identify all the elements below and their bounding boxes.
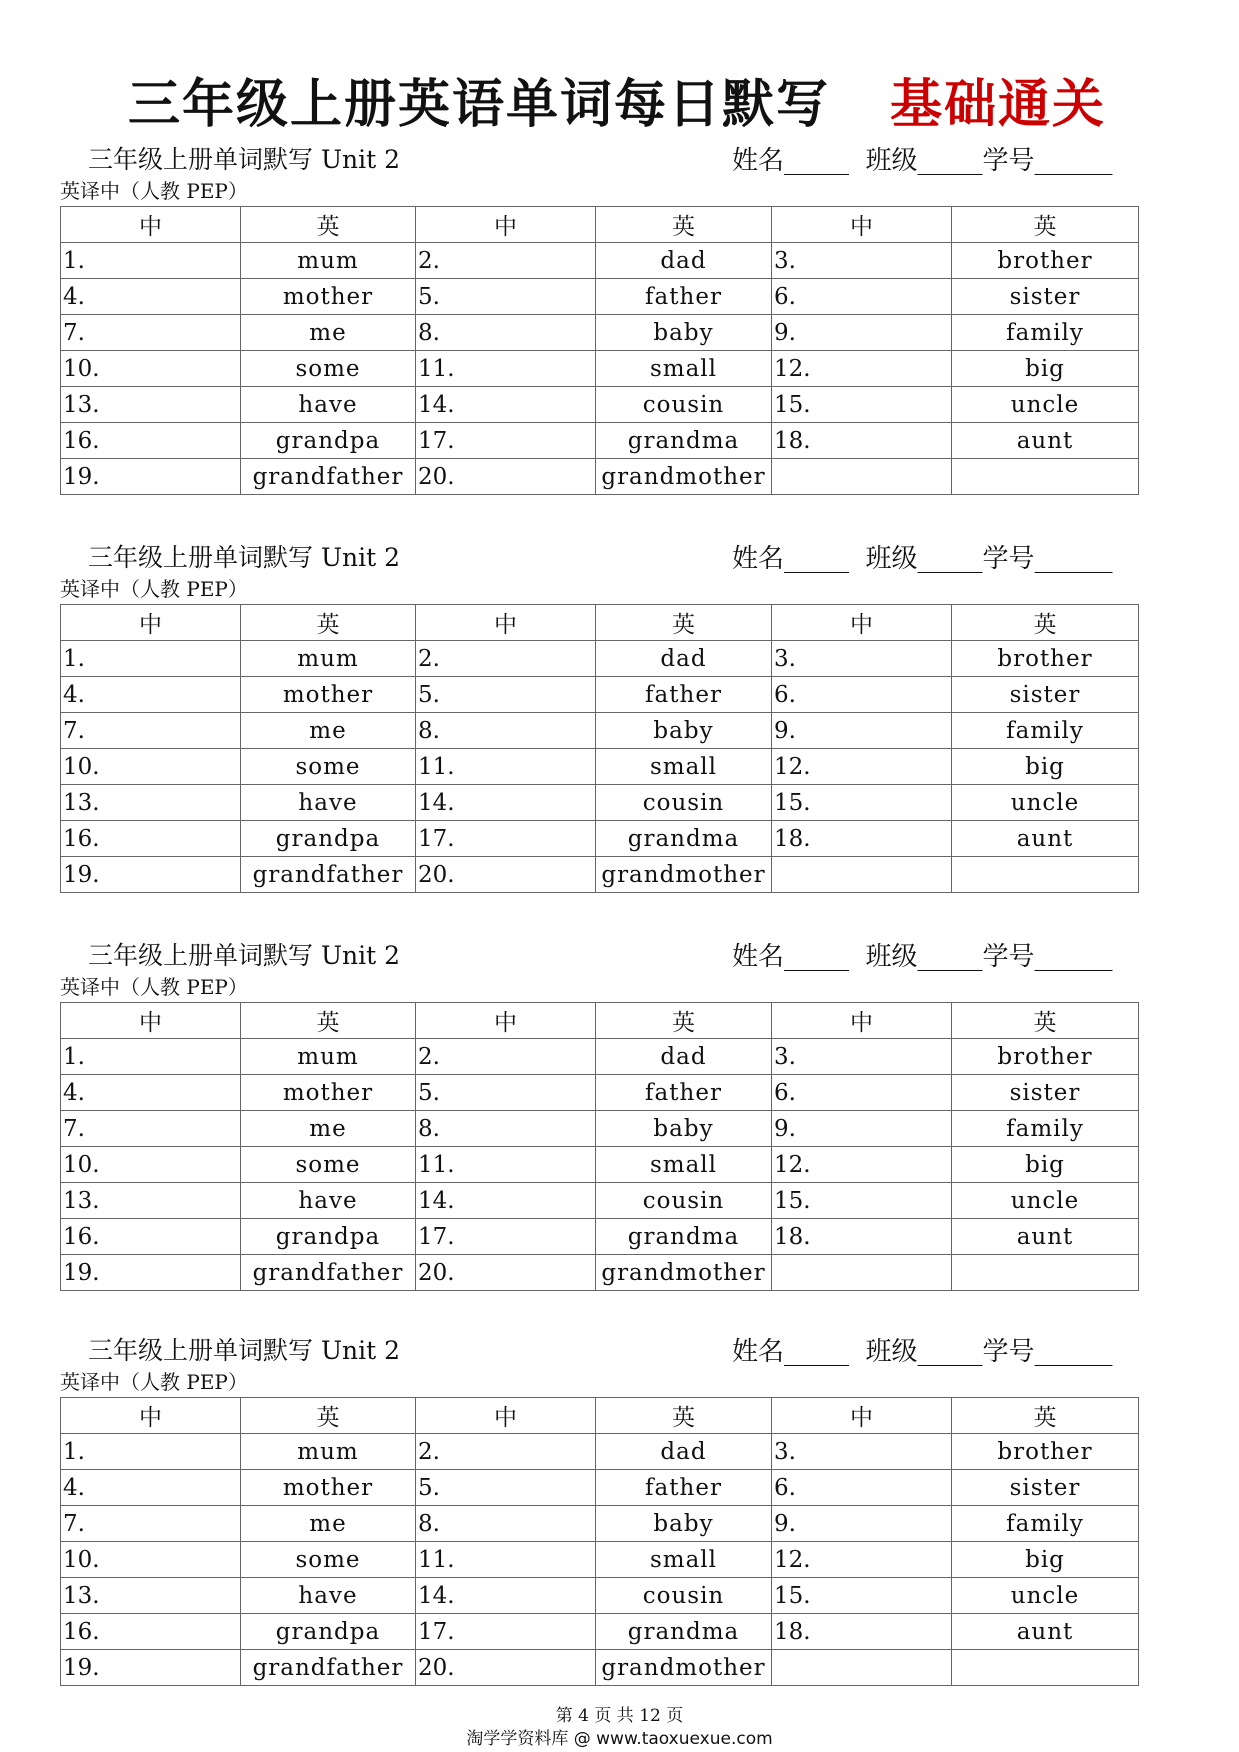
english-word: grandma (596, 1614, 772, 1650)
english-word: father (596, 677, 772, 713)
english-word: uncle (952, 1183, 1139, 1219)
english-word: grandmother (596, 459, 772, 495)
name-class-id-fields[interactable]: 姓名_____ 班级_____学号______ (732, 544, 1113, 574)
header-english: 英 (596, 207, 772, 243)
english-word: dad (596, 243, 772, 279)
answer-cell[interactable]: 10. (61, 1542, 241, 1578)
answer-cell[interactable]: 1. (61, 1434, 241, 1470)
answer-cell[interactable]: 19. (61, 1255, 241, 1291)
answer-cell[interactable]: 2. (416, 1434, 596, 1470)
worksheet-section (60, 538, 1138, 893)
english-word: baby (596, 1506, 772, 1542)
english-word: cousin (596, 1183, 772, 1219)
answer-cell[interactable]: 13. (61, 1183, 241, 1219)
answer-cell[interactable]: 8. (416, 1506, 596, 1542)
english-word: mum (241, 1434, 416, 1470)
english-word: have (241, 387, 416, 423)
table-row (61, 1542, 1139, 1578)
site-credit: 淘学学资料库 @ www.taoxuexue.com (466, 1729, 773, 1749)
page-title (0, 62, 1239, 135)
english-word (952, 1255, 1139, 1291)
answer-cell[interactable]: 4. (61, 1075, 241, 1111)
english-word: small (596, 1542, 772, 1578)
worksheet-section (60, 1331, 1138, 1686)
section-subtitle: 英译中（人教 PEP） (60, 577, 248, 601)
answer-cell[interactable]: 14. (416, 387, 596, 423)
english-word: mum (241, 1039, 416, 1075)
header-english: 英 (596, 1003, 772, 1039)
answer-cell[interactable]: 3. (772, 1039, 952, 1075)
answer-cell[interactable]: 18. (772, 423, 952, 459)
answer-cell[interactable]: 6. (772, 279, 952, 315)
section-title: 三年级上册单词默写 Unit 2 (88, 941, 401, 970)
worksheet-section (60, 936, 1138, 1291)
english-word: grandfather (241, 1650, 416, 1686)
english-word: brother (952, 641, 1139, 677)
table-row (61, 785, 1139, 821)
answer-cell[interactable]: 5. (416, 1075, 596, 1111)
header-english: 英 (952, 207, 1139, 243)
section-header (60, 936, 1138, 972)
english-word: family (952, 1111, 1139, 1147)
answer-cell[interactable]: 15. (772, 1183, 952, 1219)
english-word: mother (241, 677, 416, 713)
english-word: grandmother (596, 1650, 772, 1686)
answer-cell[interactable]: 16. (61, 1219, 241, 1255)
answer-cell[interactable] (772, 857, 952, 893)
english-word (952, 459, 1139, 495)
page-number: 第 4 页 共 12 页 (555, 1706, 684, 1726)
english-word: mother (241, 1075, 416, 1111)
english-word: aunt (952, 423, 1139, 459)
answer-cell[interactable]: 13. (61, 1578, 241, 1614)
english-word: cousin (596, 785, 772, 821)
english-word: grandmother (596, 857, 772, 893)
answer-cell[interactable]: 4. (61, 1470, 241, 1506)
answer-cell[interactable]: 17. (416, 821, 596, 857)
english-word: baby (596, 315, 772, 351)
english-word: aunt (952, 821, 1139, 857)
english-word: me (241, 713, 416, 749)
answer-cell[interactable]: 10. (61, 1147, 241, 1183)
answer-cell[interactable]: 9. (772, 1111, 952, 1147)
answer-cell[interactable]: 6. (772, 1075, 952, 1111)
answer-cell[interactable]: 6. (772, 1470, 952, 1506)
header-chinese: 中 (772, 1398, 952, 1434)
english-word: cousin (596, 387, 772, 423)
answer-cell[interactable]: 10. (61, 749, 241, 785)
english-word: some (241, 1542, 416, 1578)
table-header-row (61, 207, 1139, 243)
english-word: grandma (596, 821, 772, 857)
answer-cell[interactable]: 12. (772, 749, 952, 785)
english-word: have (241, 785, 416, 821)
header-english: 英 (952, 1003, 1139, 1039)
table-row (61, 1147, 1139, 1183)
table-row (61, 1039, 1139, 1075)
english-word: me (241, 1111, 416, 1147)
header-chinese: 中 (416, 1398, 596, 1434)
table-header-row (61, 1398, 1139, 1434)
answer-cell[interactable]: 18. (772, 1614, 952, 1650)
answer-cell[interactable]: 9. (772, 315, 952, 351)
section-title: 三年级上册单词默写 Unit 2 (88, 1336, 401, 1365)
answer-cell[interactable]: 17. (416, 423, 596, 459)
english-word: sister (952, 677, 1139, 713)
table-row (61, 1650, 1139, 1686)
english-word: mother (241, 1470, 416, 1506)
title-tag: 基础通关 (890, 74, 1107, 135)
answer-cell[interactable]: 15. (772, 387, 952, 423)
english-word: grandpa (241, 821, 416, 857)
english-word: big (952, 1542, 1139, 1578)
answer-cell[interactable]: 20. (416, 857, 596, 893)
english-word: father (596, 1470, 772, 1506)
table-row (61, 1470, 1139, 1506)
answer-cell[interactable]: 5. (416, 279, 596, 315)
header-chinese: 中 (772, 207, 952, 243)
header-english: 英 (952, 1398, 1139, 1434)
english-word: father (596, 1075, 772, 1111)
header-chinese: 中 (772, 605, 952, 641)
english-word: some (241, 749, 416, 785)
table-row (61, 641, 1139, 677)
answer-cell[interactable]: 20. (416, 1255, 596, 1291)
answer-cell[interactable] (772, 459, 952, 495)
answer-cell[interactable]: 13. (61, 785, 241, 821)
table-row (61, 387, 1139, 423)
table-row (61, 351, 1139, 387)
header-english: 英 (596, 1398, 772, 1434)
answer-cell[interactable]: 8. (416, 713, 596, 749)
table-row (61, 1255, 1139, 1291)
answer-cell[interactable]: 12. (772, 1542, 952, 1578)
table-row (61, 1183, 1139, 1219)
answer-cell[interactable]: 5. (416, 677, 596, 713)
answer-cell[interactable]: 19. (61, 1650, 241, 1686)
table-row (61, 1111, 1139, 1147)
answer-cell[interactable]: 11. (416, 1147, 596, 1183)
answer-cell[interactable]: 7. (61, 1111, 241, 1147)
section-subtitle: 英译中（人教 PEP） (60, 1370, 248, 1394)
answer-cell[interactable] (772, 1650, 952, 1686)
answer-cell[interactable]: 1. (61, 1039, 241, 1075)
english-word: grandfather (241, 1255, 416, 1291)
table-row (61, 1614, 1139, 1650)
table-row (61, 1075, 1139, 1111)
english-word: grandpa (241, 1614, 416, 1650)
answer-cell[interactable]: 16. (61, 1614, 241, 1650)
table-header-row (61, 1003, 1139, 1039)
answer-cell[interactable]: 7. (61, 713, 241, 749)
english-word: uncle (952, 387, 1139, 423)
word-table (60, 604, 1139, 893)
english-word: small (596, 1147, 772, 1183)
english-word: brother (952, 1434, 1139, 1470)
table-row (61, 423, 1139, 459)
section-header (60, 140, 1138, 176)
english-word: grandma (596, 423, 772, 459)
name-class-id-fields[interactable]: 姓名_____ 班级_____学号______ (732, 942, 1113, 972)
section-title: 三年级上册单词默写 Unit 2 (88, 145, 401, 174)
answer-cell[interactable]: 19. (61, 857, 241, 893)
answer-cell[interactable]: 1. (61, 641, 241, 677)
answer-cell[interactable]: 14. (416, 785, 596, 821)
answer-cell[interactable]: 2. (416, 243, 596, 279)
english-word: aunt (952, 1614, 1139, 1650)
header-chinese: 中 (61, 207, 241, 243)
answer-cell[interactable]: 14. (416, 1183, 596, 1219)
answer-cell[interactable]: 12. (772, 1147, 952, 1183)
answer-cell[interactable]: 6. (772, 677, 952, 713)
answer-cell[interactable] (772, 1255, 952, 1291)
answer-cell[interactable]: 4. (61, 279, 241, 315)
answer-cell[interactable]: 11. (416, 749, 596, 785)
table-row (61, 459, 1139, 495)
table-row (61, 749, 1139, 785)
english-word: small (596, 749, 772, 785)
table-row (61, 1434, 1139, 1470)
english-word: grandfather (241, 459, 416, 495)
english-word: big (952, 749, 1139, 785)
answer-cell[interactable]: 4. (61, 677, 241, 713)
english-word: dad (596, 641, 772, 677)
answer-cell[interactable]: 12. (772, 351, 952, 387)
english-word: mother (241, 279, 416, 315)
header-chinese: 中 (416, 1003, 596, 1039)
header-chinese: 中 (772, 1003, 952, 1039)
table-row (61, 1506, 1139, 1542)
answer-cell[interactable]: 14. (416, 1578, 596, 1614)
header-english: 英 (241, 1398, 416, 1434)
section-header (60, 538, 1138, 574)
answer-cell[interactable]: 10. (61, 351, 241, 387)
answer-cell[interactable]: 2. (416, 1039, 596, 1075)
english-word: family (952, 1506, 1139, 1542)
english-word: family (952, 713, 1139, 749)
table-row (61, 677, 1139, 713)
header-english: 英 (241, 207, 416, 243)
english-word: mum (241, 641, 416, 677)
table-header-row (61, 605, 1139, 641)
answer-cell[interactable]: 3. (772, 1434, 952, 1470)
header-chinese: 中 (61, 605, 241, 641)
english-word: brother (952, 1039, 1139, 1075)
english-word: family (952, 315, 1139, 351)
english-word: have (241, 1183, 416, 1219)
answer-cell[interactable]: 11. (416, 1542, 596, 1578)
answer-cell[interactable]: 9. (772, 1506, 952, 1542)
answer-cell[interactable]: 20. (416, 459, 596, 495)
header-english: 英 (952, 605, 1139, 641)
english-word: small (596, 351, 772, 387)
table-row (61, 713, 1139, 749)
answer-cell[interactable]: 7. (61, 1506, 241, 1542)
table-row (61, 1578, 1139, 1614)
english-word: aunt (952, 1219, 1139, 1255)
english-word: baby (596, 713, 772, 749)
answer-cell[interactable]: 8. (416, 315, 596, 351)
table-row (61, 1219, 1139, 1255)
answer-cell[interactable]: 8. (416, 1111, 596, 1147)
answer-cell[interactable]: 20. (416, 1650, 596, 1686)
english-word: grandmother (596, 1255, 772, 1291)
english-word: some (241, 351, 416, 387)
word-table (60, 1002, 1139, 1291)
answer-cell[interactable]: 9. (772, 713, 952, 749)
english-word: sister (952, 1470, 1139, 1506)
header-english: 英 (241, 605, 416, 641)
english-word: some (241, 1147, 416, 1183)
answer-cell[interactable]: 17. (416, 1219, 596, 1255)
answer-cell[interactable]: 15. (772, 785, 952, 821)
english-word: uncle (952, 785, 1139, 821)
header-chinese: 中 (61, 1398, 241, 1434)
english-word: me (241, 1506, 416, 1542)
english-word: baby (596, 1111, 772, 1147)
name-class-id-fields[interactable]: 姓名_____ 班级_____学号______ (732, 146, 1113, 176)
answer-cell[interactable]: 3. (772, 641, 952, 677)
header-english: 英 (596, 605, 772, 641)
english-word: grandpa (241, 1219, 416, 1255)
header-chinese: 中 (61, 1003, 241, 1039)
english-word: dad (596, 1039, 772, 1075)
english-word: dad (596, 1434, 772, 1470)
english-word: sister (952, 279, 1139, 315)
english-word: cousin (596, 1578, 772, 1614)
table-row (61, 243, 1139, 279)
header-english: 英 (241, 1003, 416, 1039)
english-word (952, 857, 1139, 893)
header-chinese: 中 (416, 207, 596, 243)
answer-cell[interactable]: 18. (772, 821, 952, 857)
english-word: mum (241, 243, 416, 279)
header-chinese: 中 (416, 605, 596, 641)
answer-cell[interactable]: 5. (416, 1470, 596, 1506)
answer-cell[interactable]: 1. (61, 243, 241, 279)
english-word: big (952, 351, 1139, 387)
answer-cell[interactable]: 7. (61, 315, 241, 351)
word-table (60, 206, 1139, 495)
english-word: father (596, 279, 772, 315)
section-subtitle: 英译中（人教 PEP） (60, 179, 248, 203)
english-word: grandpa (241, 423, 416, 459)
answer-cell[interactable]: 16. (61, 423, 241, 459)
answer-cell[interactable]: 17. (416, 1614, 596, 1650)
answer-cell[interactable]: 13. (61, 387, 241, 423)
worksheet-section (60, 140, 1138, 495)
english-word (952, 1650, 1139, 1686)
english-word: sister (952, 1075, 1139, 1111)
english-word: have (241, 1578, 416, 1614)
section-header (60, 1331, 1138, 1367)
answer-cell[interactable]: 16. (61, 821, 241, 857)
table-row (61, 279, 1139, 315)
answer-cell[interactable]: 19. (61, 459, 241, 495)
answer-cell[interactable]: 3. (772, 243, 952, 279)
english-word: grandma (596, 1219, 772, 1255)
answer-cell[interactable]: 11. (416, 351, 596, 387)
answer-cell[interactable]: 2. (416, 641, 596, 677)
section-title: 三年级上册单词默写 Unit 2 (88, 543, 401, 572)
name-class-id-fields[interactable]: 姓名_____ 班级_____学号______ (732, 1337, 1113, 1367)
word-table (60, 1397, 1139, 1686)
main-title: 三年级上册英语单词每日默写 (128, 74, 831, 135)
english-word: uncle (952, 1578, 1139, 1614)
table-row (61, 821, 1139, 857)
english-word: me (241, 315, 416, 351)
english-word: grandfather (241, 857, 416, 893)
answer-cell[interactable]: 15. (772, 1578, 952, 1614)
table-row (61, 315, 1139, 351)
table-row (61, 857, 1139, 893)
answer-cell[interactable]: 18. (772, 1219, 952, 1255)
english-word: brother (952, 243, 1139, 279)
english-word: big (952, 1147, 1139, 1183)
section-subtitle: 英译中（人教 PEP） (60, 975, 248, 999)
